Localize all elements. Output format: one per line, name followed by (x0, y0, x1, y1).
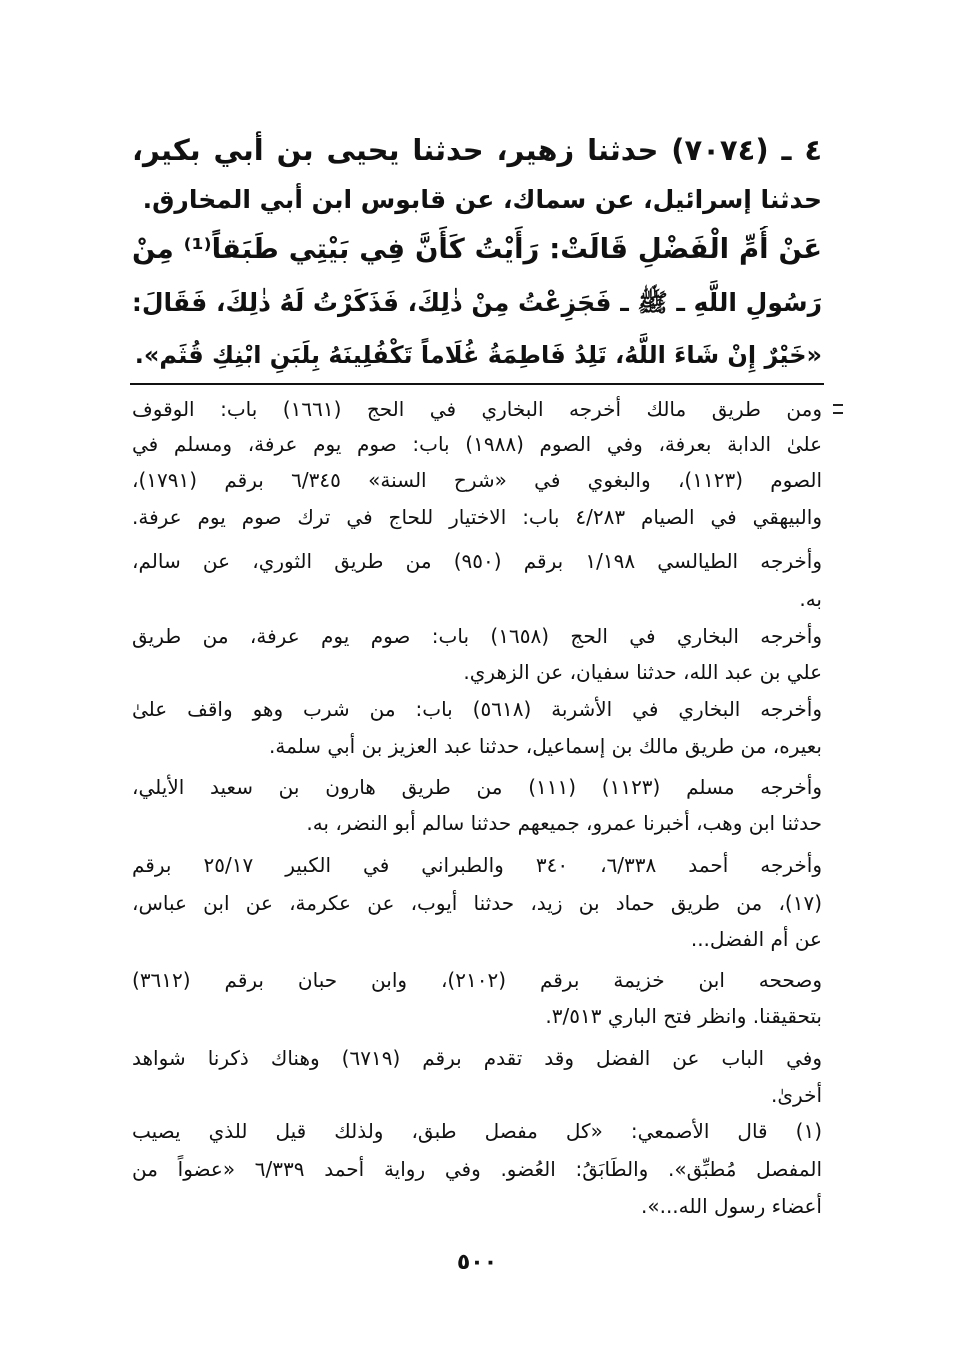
footnote-line: وصححه ابن خزيمة برقم (٢١٠٢)، وابن حبان برقم (٣٦١٢) (132, 968, 822, 992)
isnad-line-2: حدثنا إسرائيل، عن سماك، عن قابوس ابن أبي المخارق. (142, 185, 822, 214)
footnote-line: وأخرجه البخاري في الأشربة (٥٦١٨) باب: من شرب وهو واقف علىٰ (132, 697, 822, 721)
footnote-separator-rule (130, 383, 824, 385)
footnote-line: به. (799, 587, 822, 611)
footnote-line: بعيره، من طريق مالك بن إسماعيل، حدثنا عبد العزيز بن أبي سلمة. (269, 734, 822, 758)
footnote-line: (١) قال الأصمعي: «كل مفصل طبق، ولذلك قيل للذي يصيب (132, 1119, 822, 1143)
footnote-line: حدثنا ابن وهب، أخبرنا عمرو، جميعهم حدثنا سالم أبو النضر، به. (306, 811, 822, 835)
hadith-line-1: عَنْ أُمِّ الْفَضْلِ قَالَتْ: رَأَيْتُ كَأَنَّ فِي بَيْتِي طَبَقاً⁽¹⁾ مِنْ (132, 233, 822, 265)
footnote-line: ومن طريق مالك أخرجه البخاري في الحج (١٦٦١) باب: الوقوف (132, 397, 822, 421)
footnote-line: بتحقيقنا. وانظر فتح الباري ٣/٥١٣. (545, 1004, 822, 1028)
footnote-line: أعضاء رسول الله...». (641, 1194, 822, 1218)
footnote-line: وفي الباب عن الفضل وقد تقدم برقم (٦٧١٩) وهناك ذكرنا شواهد (132, 1046, 822, 1070)
continuation-mark (833, 404, 843, 414)
footnote-line: وأخرجه البخاري في الحج (١٦٥٨) باب: صوم يوم عرفة، من طريق (132, 624, 822, 648)
footnote-line: وأخرجه مسلم (١١٢٣) (١١١) من طريق هارون بن سعيد الأيلي، (132, 775, 822, 799)
footnote-line: وأخرجه الطيالسي ١/١٩٨ برقم (٩٥٠) من طريق الثوري، عن سالم، (132, 549, 822, 573)
footnote-line: (١٧)، من طريق حماد بن زيد، حدثنا أيوب، عن عكرمة، عن ابن عباس، (132, 891, 822, 915)
footnote-line: وأخرجه أحمد ٦/٣٣٨، ٣٤٠ والطبراني في الكبير ٢٥/١٧ برقم (132, 853, 822, 877)
hadith-line-2: رَسُولِ اللَّهِ ـ ﷺ ـ فَجَزِعْتُ مِنْ ذٰلِكَ، فَذَكَرْتُ لَهُ ذٰلِكَ، فَقَالَ: (132, 288, 822, 317)
hadith-line-3: «خَيْرٌ إِنْ شَاءَ اللَّهُ، تَلِدُ فَاطِمَةُ غُلَاماً تَكْفُلِينَهُ بِلَبَنِ ابْنِكِ قُثَم». (134, 341, 822, 369)
footnote-line: علي بن عبد الله، حدثنا سفيان، عن الزهري. (463, 660, 822, 684)
page-number: ٥٠٠ (456, 1250, 498, 1275)
footnote-line: عن أم الفضل... (690, 927, 822, 951)
footnote-line: علىٰ الدابة بعرفة، وفي الصوم (١٩٨٨) باب: صوم يوم عرفة، ومسلم في (132, 432, 822, 456)
footnote-line: والبيهقي في الصيام ٤/٢٨٣ باب: الاختيار للحاج في ترك صوم يوم عرفة. (132, 505, 822, 529)
footnote-line: المفصل مُطبِّق». والطَابَقُ: العُضو. وفي رواية أحمد ٦/٣٣٩ «عضواً من (132, 1157, 822, 1181)
isnad-line-1: ٤ ـ (٧٠٧٤) حدثنا زهير، حدثنا يحيى بن أبي بكير، (132, 133, 822, 167)
footnote-line: الصوم (١١٢٣)، والبغوي في «شرح السنة» ٦/٣٤٥ برقم (١٧٩١)، (132, 468, 822, 492)
footnote-line: أخرىٰ. (771, 1083, 822, 1107)
